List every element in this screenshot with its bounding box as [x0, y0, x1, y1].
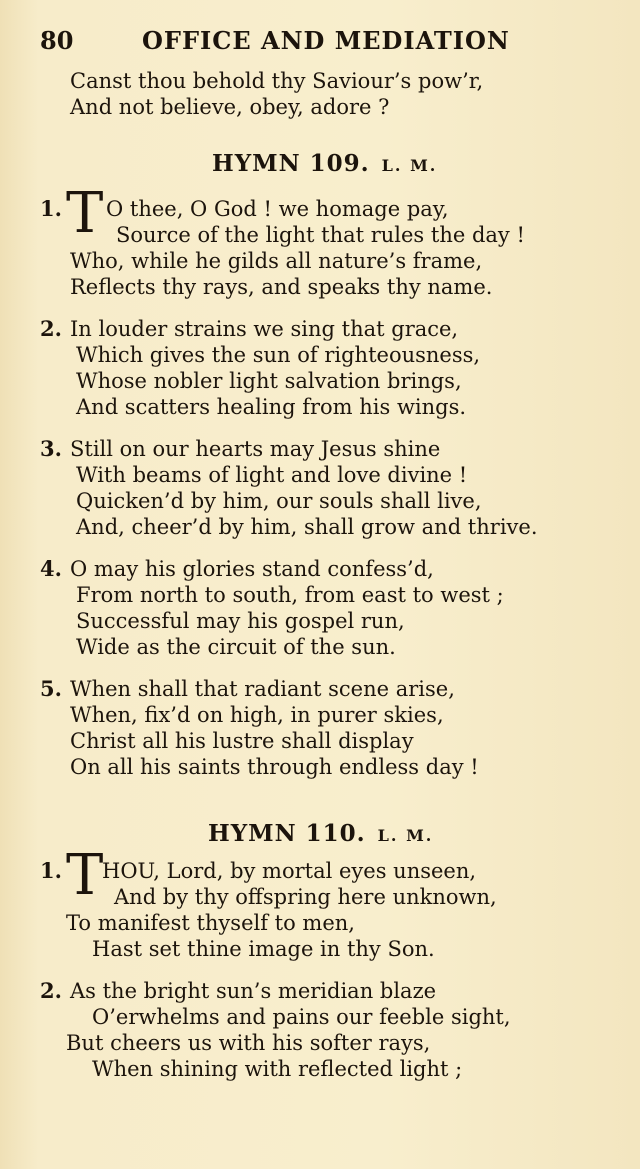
verse-line: On all his saints through endless day ! — [70, 755, 479, 779]
page-number: 80 — [40, 26, 74, 55]
drop-cap: T — [66, 181, 104, 246]
verse-line: When, fix’d on high, in purer skies, — [70, 703, 444, 727]
verse-line: Successful may his gospel run, — [76, 609, 405, 633]
verse-line: Who, while he gilds all nature’s frame, — [70, 249, 483, 273]
hymn-number: HYMN 110. — [208, 820, 366, 847]
verse-line: And by thy offspring here unknown, — [114, 885, 497, 909]
verse-number: 1. — [40, 858, 62, 883]
verse-line: Whose nobler light salvation brings, — [76, 369, 462, 393]
hymn-meter: L. M. — [377, 826, 434, 845]
verse-number: 4. — [40, 556, 62, 581]
verse-line: Which gives the sun of righteousness, — [76, 343, 481, 367]
verse-line: O may his glories stand confess’d, — [70, 557, 434, 581]
verse-line: To manifest thyself to men, — [66, 911, 355, 935]
verse-line: HOU, Lord, by mortal eyes unseen, — [102, 859, 477, 883]
verse-number: 2. — [40, 978, 62, 1003]
verse-number: 5. — [40, 676, 62, 701]
verse-line: Christ all his lustre shall display — [70, 729, 414, 753]
verse-line: O’erwhelms and pains our feeble sight, — [92, 1005, 511, 1029]
verse-line: When shall that radiant scene arise, — [70, 677, 455, 701]
verse-number: 1. — [40, 196, 62, 221]
verse-line: When shining with reflected light ; — [92, 1057, 463, 1081]
hymn-meter: L. M. — [381, 156, 438, 175]
verse-line: In louder strains we sing that grace, — [70, 317, 459, 341]
verse-line: But cheers us with his softer rays, — [66, 1031, 431, 1055]
verse-line: Wide as the circuit of the sun. — [76, 635, 396, 659]
carryover-line: Canst thou behold thy Saviour’s pow’r, — [70, 69, 484, 93]
hymn-number: HYMN 109. — [212, 150, 370, 177]
verse-line: Source of the light that rules the day ! — [116, 223, 525, 247]
hymn-title — [208, 820, 433, 847]
verse-line: Quicken’d by him, our souls shall live, — [76, 489, 482, 513]
drop-cap: T — [66, 843, 104, 908]
carryover-line: And not believe, obey, adore ? — [70, 95, 390, 119]
verse-line: As the bright sun’s meridian blaze — [70, 979, 437, 1003]
running-head: OFFICE AND MEDIATION — [142, 26, 510, 55]
verse-line: From north to south, from east to west ; — [76, 583, 504, 607]
verse-line: And, cheer’d by him, shall grow and thrive. — [76, 515, 538, 539]
verse-line: O thee, O God ! we homage pay, — [106, 197, 449, 221]
verse-number: 2. — [40, 316, 62, 341]
page-header — [40, 26, 600, 58]
hymn-title — [212, 150, 437, 177]
verse-line: Still on our hearts may Jesus shine — [70, 437, 441, 461]
verse-line: And scatters healing from his wings. — [76, 395, 467, 419]
verse-line: Reflects thy rays, and speaks thy name. — [70, 275, 493, 299]
verse-line: Hast set thine image in thy Son. — [92, 937, 435, 961]
verse-line: With beams of light and love divine ! — [76, 463, 468, 487]
verse-number: 3. — [40, 436, 62, 461]
